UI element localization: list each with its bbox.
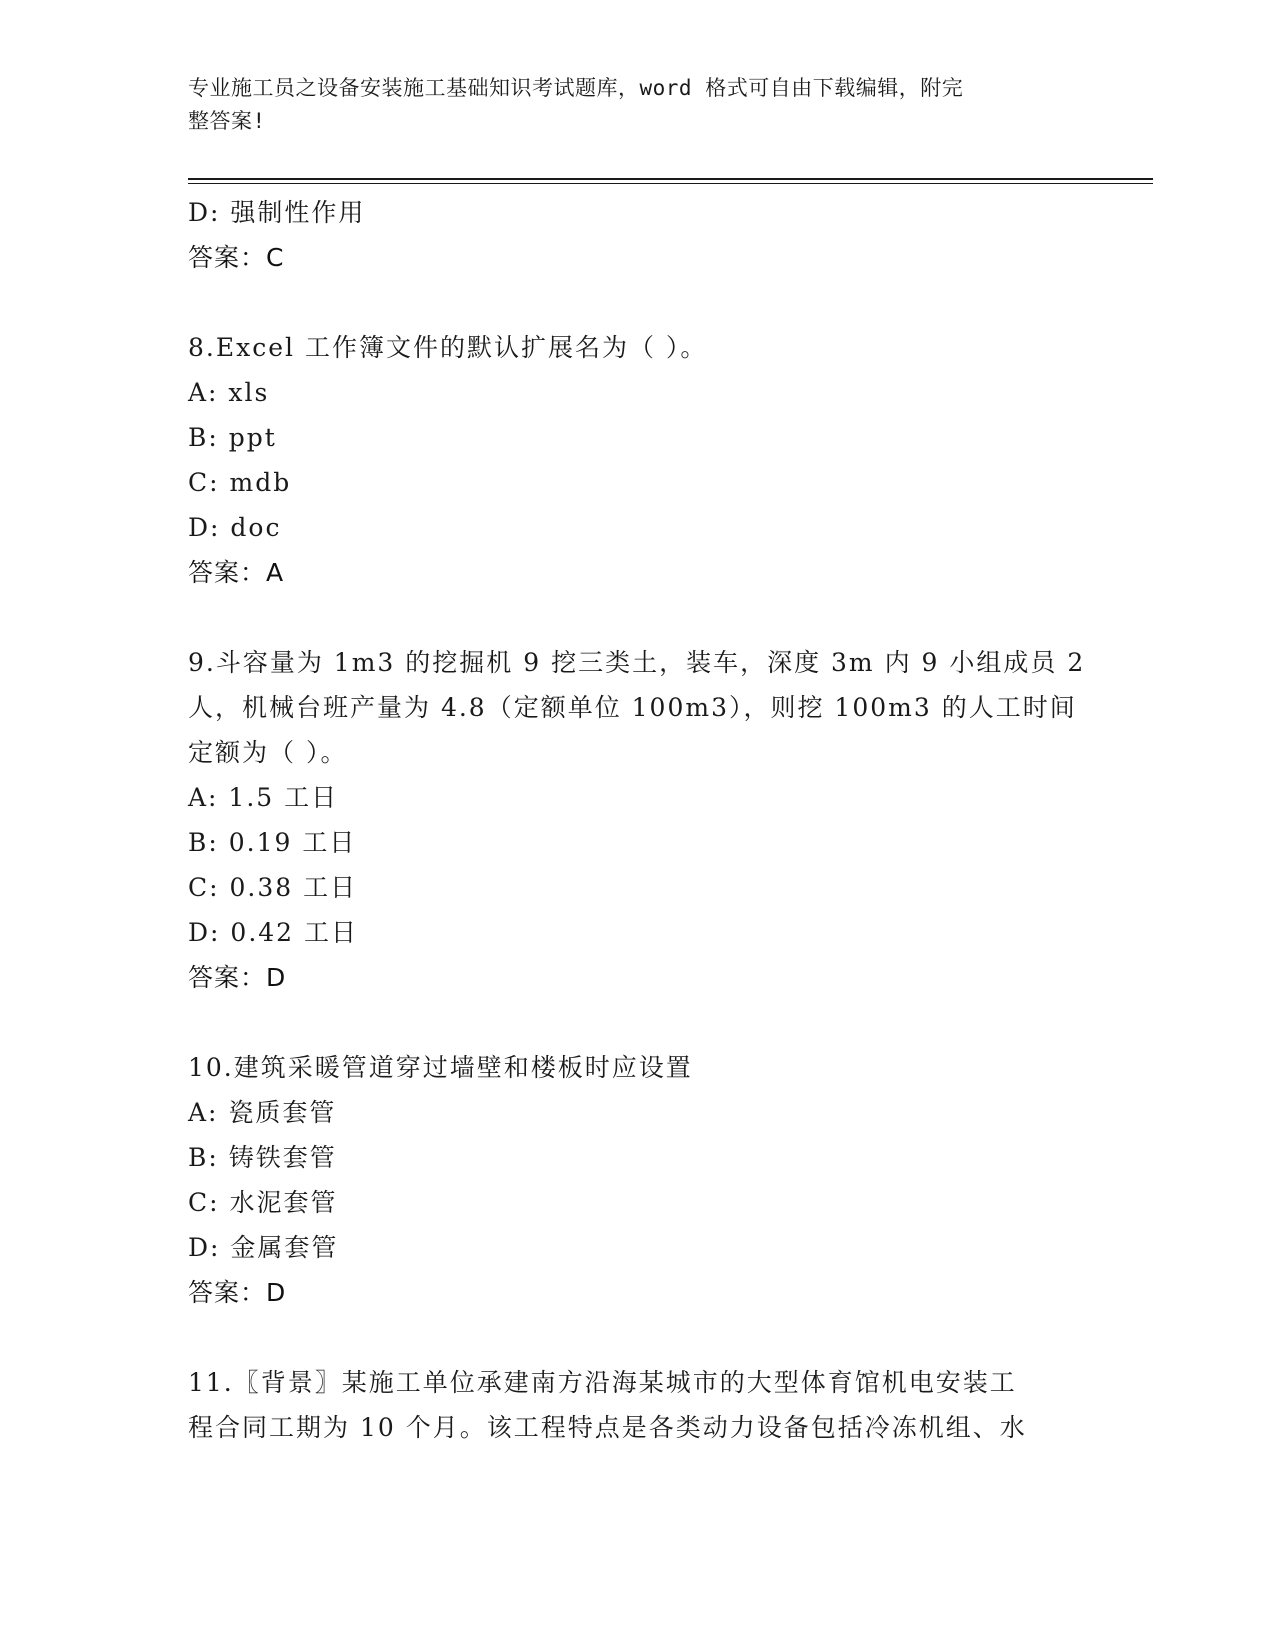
header-line-2: 整答案! — [188, 109, 266, 133]
option-a: A: xls — [188, 378, 270, 407]
question-stem-line-1: 11.〖背景〗某施工单位承建南方沿海某城市的大型体育馆机电安装工 — [188, 1368, 1017, 1397]
question-8 — [188, 325, 1068, 595]
answer-line: 答案：C — [188, 243, 285, 272]
spacer — [188, 1315, 1068, 1360]
header-line-1: 专业施工员之设备安装施工基础知识考试题库，word 格式可自由下载编辑，附完 — [188, 76, 964, 100]
option-c: C: 水泥套管 — [188, 1188, 338, 1217]
question-9 — [188, 640, 1086, 1000]
document-body — [188, 190, 1086, 1450]
header-divider-thin — [188, 183, 1153, 184]
question-stem-line-3: 定额为（ ）。 — [188, 738, 348, 767]
question-stem-line-2: 程合同工期为 10 个月。该工程特点是各类动力设备包括冷冻机组、水 — [188, 1413, 1027, 1442]
header-divider-thick — [188, 178, 1153, 180]
option-b: B: ppt — [188, 423, 277, 452]
option-d: D: doc — [188, 513, 282, 542]
option-d: D: 0.42 工日 — [188, 918, 359, 947]
option-a: A: 1.5 工日 — [188, 783, 339, 812]
question-7-tail — [188, 190, 1068, 280]
question-stem: 8.Excel 工作簿文件的默认扩展名为（ ）。 — [188, 333, 708, 362]
question-10 — [188, 1045, 1068, 1315]
question-stem-line-1: 9.斗容量为 1m3 的挖掘机 9 挖三类土，装车，深度 3m 内 9 小组成员 2 — [188, 648, 1086, 677]
answer-line: 答案：D — [188, 963, 287, 992]
option-c: C: 0.38 工日 — [188, 873, 358, 902]
option-b: B: 铸铁套管 — [188, 1143, 337, 1172]
question-11 — [188, 1360, 1068, 1450]
answer-line: 答案：D — [188, 1278, 287, 1307]
spacer — [188, 595, 1068, 640]
option-a: A: 瓷质套管 — [188, 1098, 337, 1127]
option-d: D: 金属套管 — [188, 1233, 339, 1262]
option-c: C: mdb — [188, 468, 292, 497]
option-d: D: 强制性作用 — [188, 198, 366, 227]
answer-line: 答案：A — [188, 558, 285, 587]
spacer — [188, 1000, 1068, 1045]
document-header — [188, 72, 1068, 138]
question-stem-line-2: 人，机械台班产量为 4.8（定额单位 100m3），则挖 100m3 的人工时间 — [188, 693, 1077, 722]
question-stem: 10.建筑采暖管道穿过墙壁和楼板时应设置 — [188, 1053, 693, 1082]
option-b: B: 0.19 工日 — [188, 828, 357, 857]
spacer — [188, 280, 1068, 325]
